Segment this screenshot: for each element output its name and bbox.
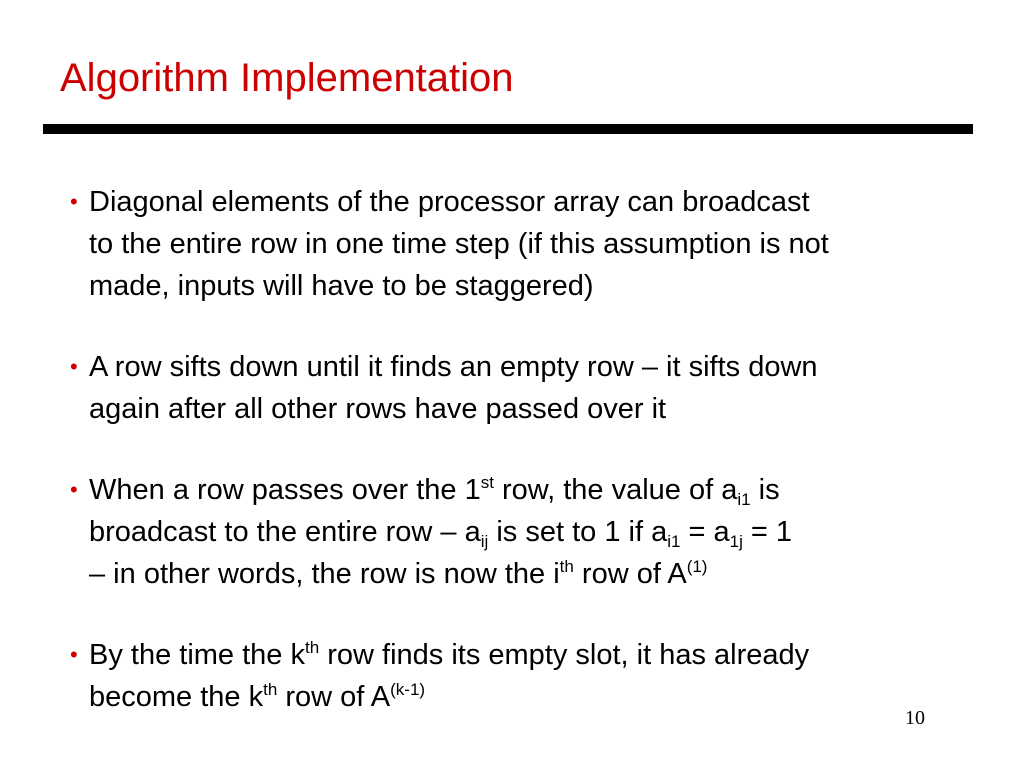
text-run: When a row passes over the 1 <box>89 474 481 506</box>
bullet-line <box>89 553 970 595</box>
slide-title: Algorithm Implementation <box>60 56 514 100</box>
bullet-text <box>89 346 970 430</box>
bullet-item <box>70 634 970 718</box>
page-number: 10 <box>905 707 925 729</box>
bullet-marker: • <box>70 354 78 379</box>
text-run: become the k <box>89 681 264 713</box>
subscript: 1j <box>729 532 743 551</box>
text-run: = 1 <box>742 516 793 548</box>
bullet-marker: • <box>70 477 78 502</box>
text-run: is set to 1 if a <box>488 516 668 548</box>
superscript: st <box>480 473 494 492</box>
text-run: = a <box>680 516 730 548</box>
bullet-line <box>89 634 970 676</box>
superscript: (k-1) <box>390 680 426 699</box>
text-run: By the time the k <box>89 639 305 671</box>
text-run: – in other words, the row is now the i <box>89 558 560 590</box>
bullet-line: again after all other rows have passed over it <box>89 393 667 425</box>
bullet-line: Diagonal elements of the processor array can broadcast <box>89 186 810 218</box>
bullet-line: made, inputs will have to be staggered) <box>89 270 594 302</box>
text-run: row of A <box>573 558 687 590</box>
bullet-line <box>89 511 970 553</box>
bullet-text <box>89 634 970 718</box>
superscript: th <box>559 557 574 576</box>
text-run: row of A <box>277 681 391 713</box>
bullet-text <box>89 181 970 307</box>
text-run: row finds its empty slot, it has already <box>319 639 810 671</box>
text-run: row, the value of a <box>493 474 738 506</box>
bullet-item <box>70 469 970 595</box>
subscript: i1 <box>737 490 751 509</box>
bullet-marker: • <box>70 642 78 667</box>
text-run: is <box>750 474 780 506</box>
bullet-item <box>70 181 970 307</box>
bullet-text <box>89 469 970 595</box>
superscript: (1) <box>686 557 708 576</box>
bullet-line: A row sifts down until it finds an empty row – it sifts down <box>89 351 818 383</box>
text-run: broadcast to the entire row – a <box>89 516 481 548</box>
subscript: ij <box>480 532 489 551</box>
bullet-line <box>89 676 970 718</box>
bullet-list <box>70 181 970 718</box>
bullet-line: to the entire row in one time step (if this assumption is not <box>89 228 829 260</box>
bullet-item <box>70 346 970 430</box>
bullet-marker: • <box>70 189 78 214</box>
title-divider <box>43 124 973 134</box>
superscript: th <box>263 680 278 699</box>
superscript: th <box>305 638 320 657</box>
bullet-line <box>89 469 970 511</box>
subscript: i1 <box>667 532 681 551</box>
